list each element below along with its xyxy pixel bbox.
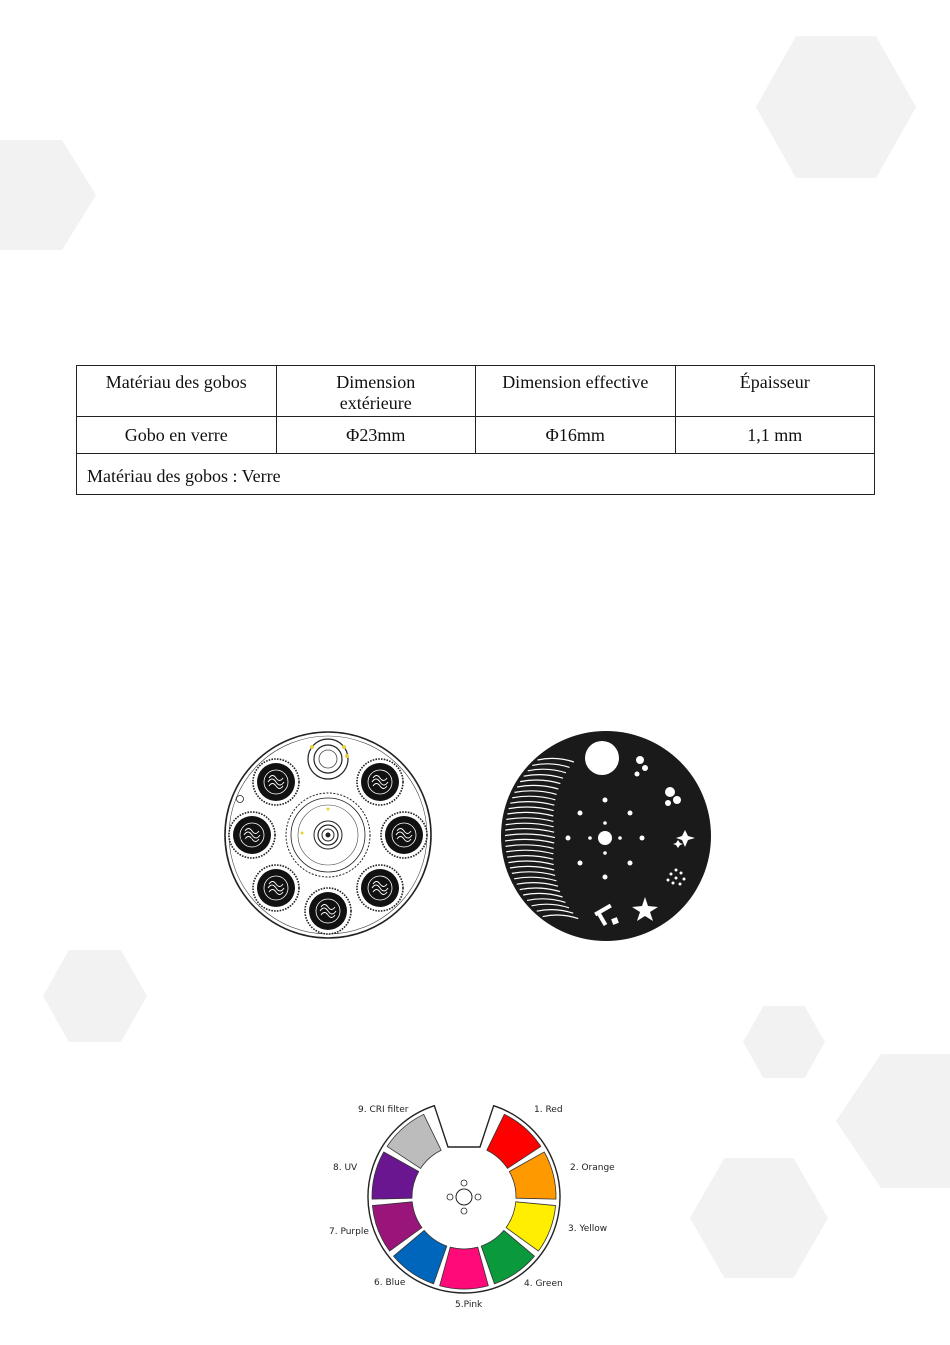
table-cell: Φ16mm [476, 417, 676, 454]
gobo-slot [229, 812, 275, 858]
header-cell: Dimension effective [476, 366, 676, 417]
static-gobo-disc-icon [500, 730, 712, 942]
color-slot-label: 7. Purple [329, 1227, 369, 1237]
background-hexagon [836, 1054, 950, 1188]
gobo-spec-table [76, 365, 875, 495]
header-cell: Dimension extérieure [276, 366, 476, 417]
gobo-slot [253, 865, 299, 911]
table-cell: Gobo en verre [77, 417, 277, 454]
rotating-gobo-wheel-icon [222, 729, 434, 941]
color-slot-label: 4. Green [524, 1279, 563, 1289]
table-note-row [77, 454, 875, 495]
color-slot-label: 6. Blue [374, 1278, 406, 1288]
color-slot-label: 3. Yellow [568, 1224, 608, 1234]
color-slot-label: 9. CRI filter [358, 1105, 409, 1115]
header-cell: Matériau des gobos [77, 366, 277, 417]
gobo-slot [253, 759, 299, 805]
color-slot-label: 2. Orange [570, 1163, 615, 1173]
background-hexagon [43, 950, 147, 1042]
gobo-slot [305, 888, 351, 934]
gobo-slot [381, 812, 427, 858]
color-slot-label: 1. Red [534, 1105, 563, 1115]
table-cell: 1,1 mm [675, 417, 875, 454]
color-wheel-icon [364, 1102, 564, 1302]
gobo-slot [357, 865, 403, 911]
table-row [77, 417, 875, 454]
background-hexagon [690, 1158, 828, 1278]
table-note: Matériau des gobos : Verre [77, 454, 875, 495]
table-header-row [77, 366, 875, 417]
header-cell: Épaisseur [675, 366, 875, 417]
gobo-slot [357, 759, 403, 805]
background-hexagon [756, 36, 916, 178]
table-cell: Φ23mm [276, 417, 476, 454]
background-hexagon [743, 1006, 825, 1078]
color-slot-label: 8. UV [333, 1163, 358, 1173]
color-slot-label: 5.Pink [455, 1300, 483, 1310]
background-hexagon [0, 140, 96, 250]
